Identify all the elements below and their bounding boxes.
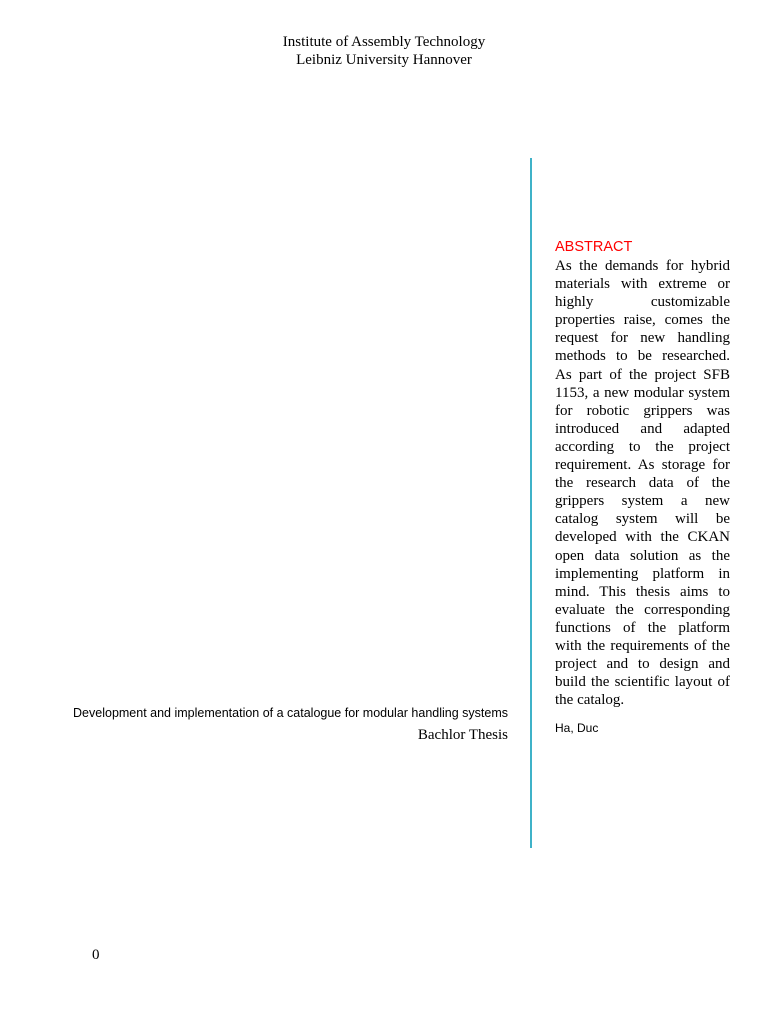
- title-block: [73, 704, 508, 745]
- vertical-divider: [530, 158, 532, 848]
- university-name: Leibniz University Hannover: [296, 52, 472, 68]
- page-number: 0: [92, 947, 100, 963]
- page-header: [0, 33, 768, 69]
- author-name: Ha, Duc: [555, 721, 599, 736]
- abstract-heading: ABSTRACT: [555, 239, 633, 255]
- abstract-body: As the demands for hybrid materials with extreme or highly customizable properties raise, comes the request for new handling methods to be researched. As part of the project SFB 1153, a new modular system for robotic grippers was introduced and adapted according to the project requirement. As storage for the research data of the grippers system a new catalog system will be developed with the CKAN open data solution as the implementing platform in mind. This thesis aims to evaluate the corresponding functions of the platform with the requirements of the project and to design and build the scientific layout of the catalog.: [555, 258, 730, 709]
- institute-name: Institute of Assembly Technology: [282, 34, 486, 50]
- thesis-type: Bachlor Thesis: [417, 727, 508, 743]
- thesis-title: Development and implementation of a catalogue for modular handling systems: [73, 706, 508, 720]
- abstract-section: [555, 238, 730, 736]
